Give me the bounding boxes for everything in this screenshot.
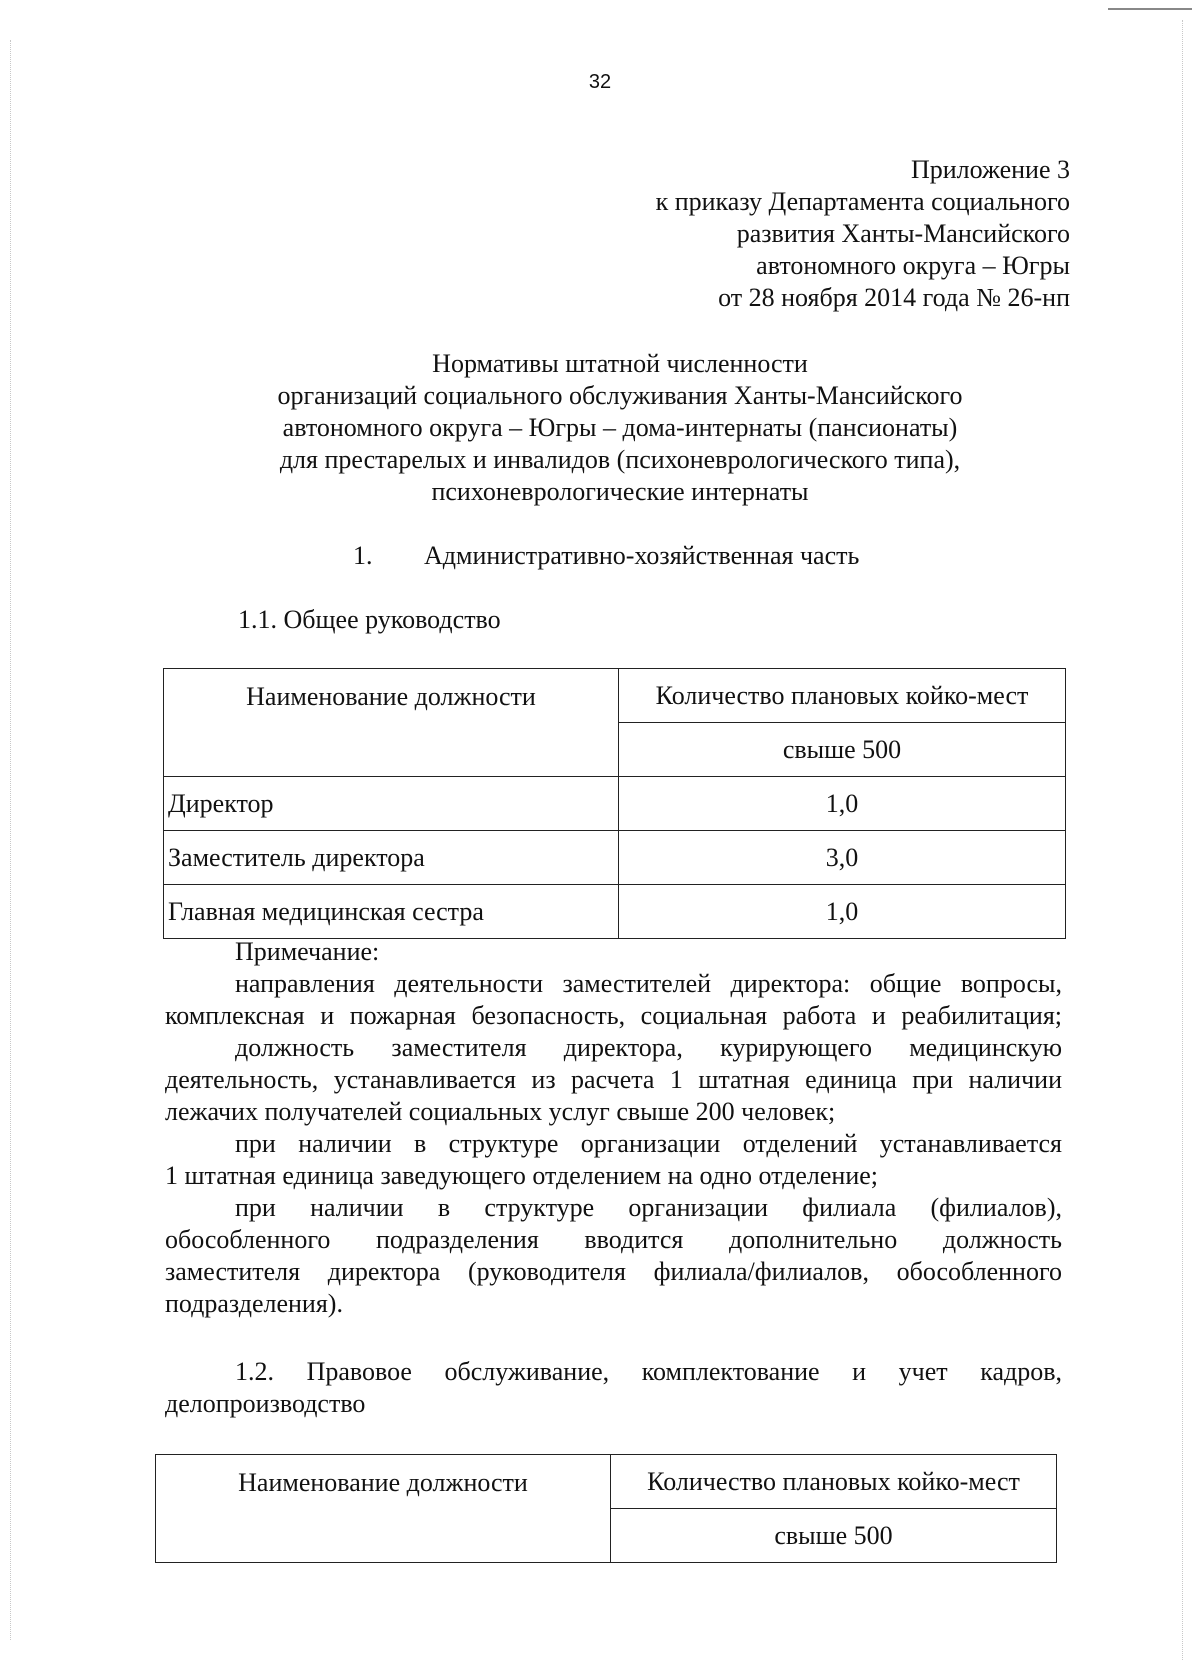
note-line: лежачих получателей социальных услуг свыше 200 человек;	[165, 1097, 836, 1126]
table-row	[164, 831, 1066, 885]
note-line: 1 штатная единица заведующего отделением на одно отделение;	[165, 1161, 879, 1190]
column-subheader-beds: свыше 500	[619, 723, 1066, 777]
cell-value: 1,0	[619, 777, 1066, 831]
table-row	[164, 885, 1066, 939]
note-line: подразделения).	[165, 1289, 343, 1318]
section-heading	[0, 540, 1200, 572]
note-line: заместителя директора (руководителя филиала/филиалов, обособленного	[165, 1257, 1062, 1286]
subsection-heading-2	[165, 1356, 1062, 1420]
note-line: направления деятельности заместителей директора: общие вопросы,	[235, 969, 1062, 998]
note-line: должность заместителя директора, курирующего медицинскую	[235, 1033, 1062, 1062]
title-line: автономного округа – Югры – дома-интернаты (пансионаты)	[282, 413, 958, 442]
section-title: Административно-хозяйственная часть	[424, 541, 860, 570]
document-title	[240, 348, 1000, 508]
cell-position: Заместитель директора	[164, 831, 619, 885]
cell-position: Главная медицинская сестра	[164, 885, 619, 939]
title-line: Нормативы штатной численности	[432, 349, 808, 378]
column-header-beds: Количество плановых койко-мест	[619, 669, 1066, 723]
note-line: комплексная и пожарная безопасность, социальная работа и реабилитация;	[165, 1001, 1062, 1030]
column-subheader-beds: свыше 500	[611, 1509, 1057, 1563]
column-header-position: Наименование должности	[156, 1455, 611, 1563]
column-header-position: Наименование должности	[164, 669, 619, 777]
note-line: при наличии в структуре организации филиала (филиалов),	[235, 1193, 1062, 1222]
scan-edge-dots-left	[10, 40, 11, 1640]
title-line: психоневрологические интернаты	[431, 477, 809, 506]
scan-edge-line	[1108, 8, 1192, 10]
table-header-row	[156, 1455, 1057, 1509]
scan-edge-dots-right	[1182, 20, 1183, 1660]
cell-position: Директор	[164, 777, 619, 831]
cell-value: 3,0	[619, 831, 1066, 885]
appendix-line: от 28 ноября 2014 года № 26-нп	[718, 283, 1070, 312]
staffing-table-legal-hr	[155, 1454, 1057, 1563]
staffing-table-general-management	[163, 668, 1066, 939]
subsection-2-text: 1.2. Правовое обслуживание, комплектование и учет кадров, делопроизводство	[165, 1357, 1062, 1418]
appendix-line: к приказу Департамента социального	[655, 187, 1070, 216]
table-header-row	[164, 669, 1066, 723]
cell-value: 1,0	[619, 885, 1066, 939]
title-line: организаций социального обслуживания Ханты-Мансийского	[277, 381, 963, 410]
note-label: Примечание:	[235, 937, 380, 966]
column-header-beds: Количество плановых койко-мест	[611, 1455, 1057, 1509]
section-number: 1.	[353, 541, 373, 570]
note-block	[165, 936, 1062, 1320]
appendix-line: автономного округа – Югры	[756, 251, 1070, 280]
subsection-heading-1: 1.1. Общее руководство	[238, 605, 501, 634]
note-line: деятельность, устанавливается из расчета 1 штатная единица при наличии	[165, 1065, 1062, 1094]
page-number: 32	[588, 71, 612, 93]
appendix-line: Приложение 3	[910, 155, 1070, 184]
note-line: при наличии в структуре организации отделений устанавливается	[235, 1129, 1062, 1158]
appendix-block	[430, 154, 1070, 314]
title-line: для престарелых и инвалидов (психоневрологического типа),	[279, 445, 961, 474]
note-line: обособленного подразделения вводится дополнительно должность	[165, 1225, 1062, 1254]
appendix-line: развития Ханты-Мансийского	[736, 219, 1070, 248]
table-row	[164, 777, 1066, 831]
